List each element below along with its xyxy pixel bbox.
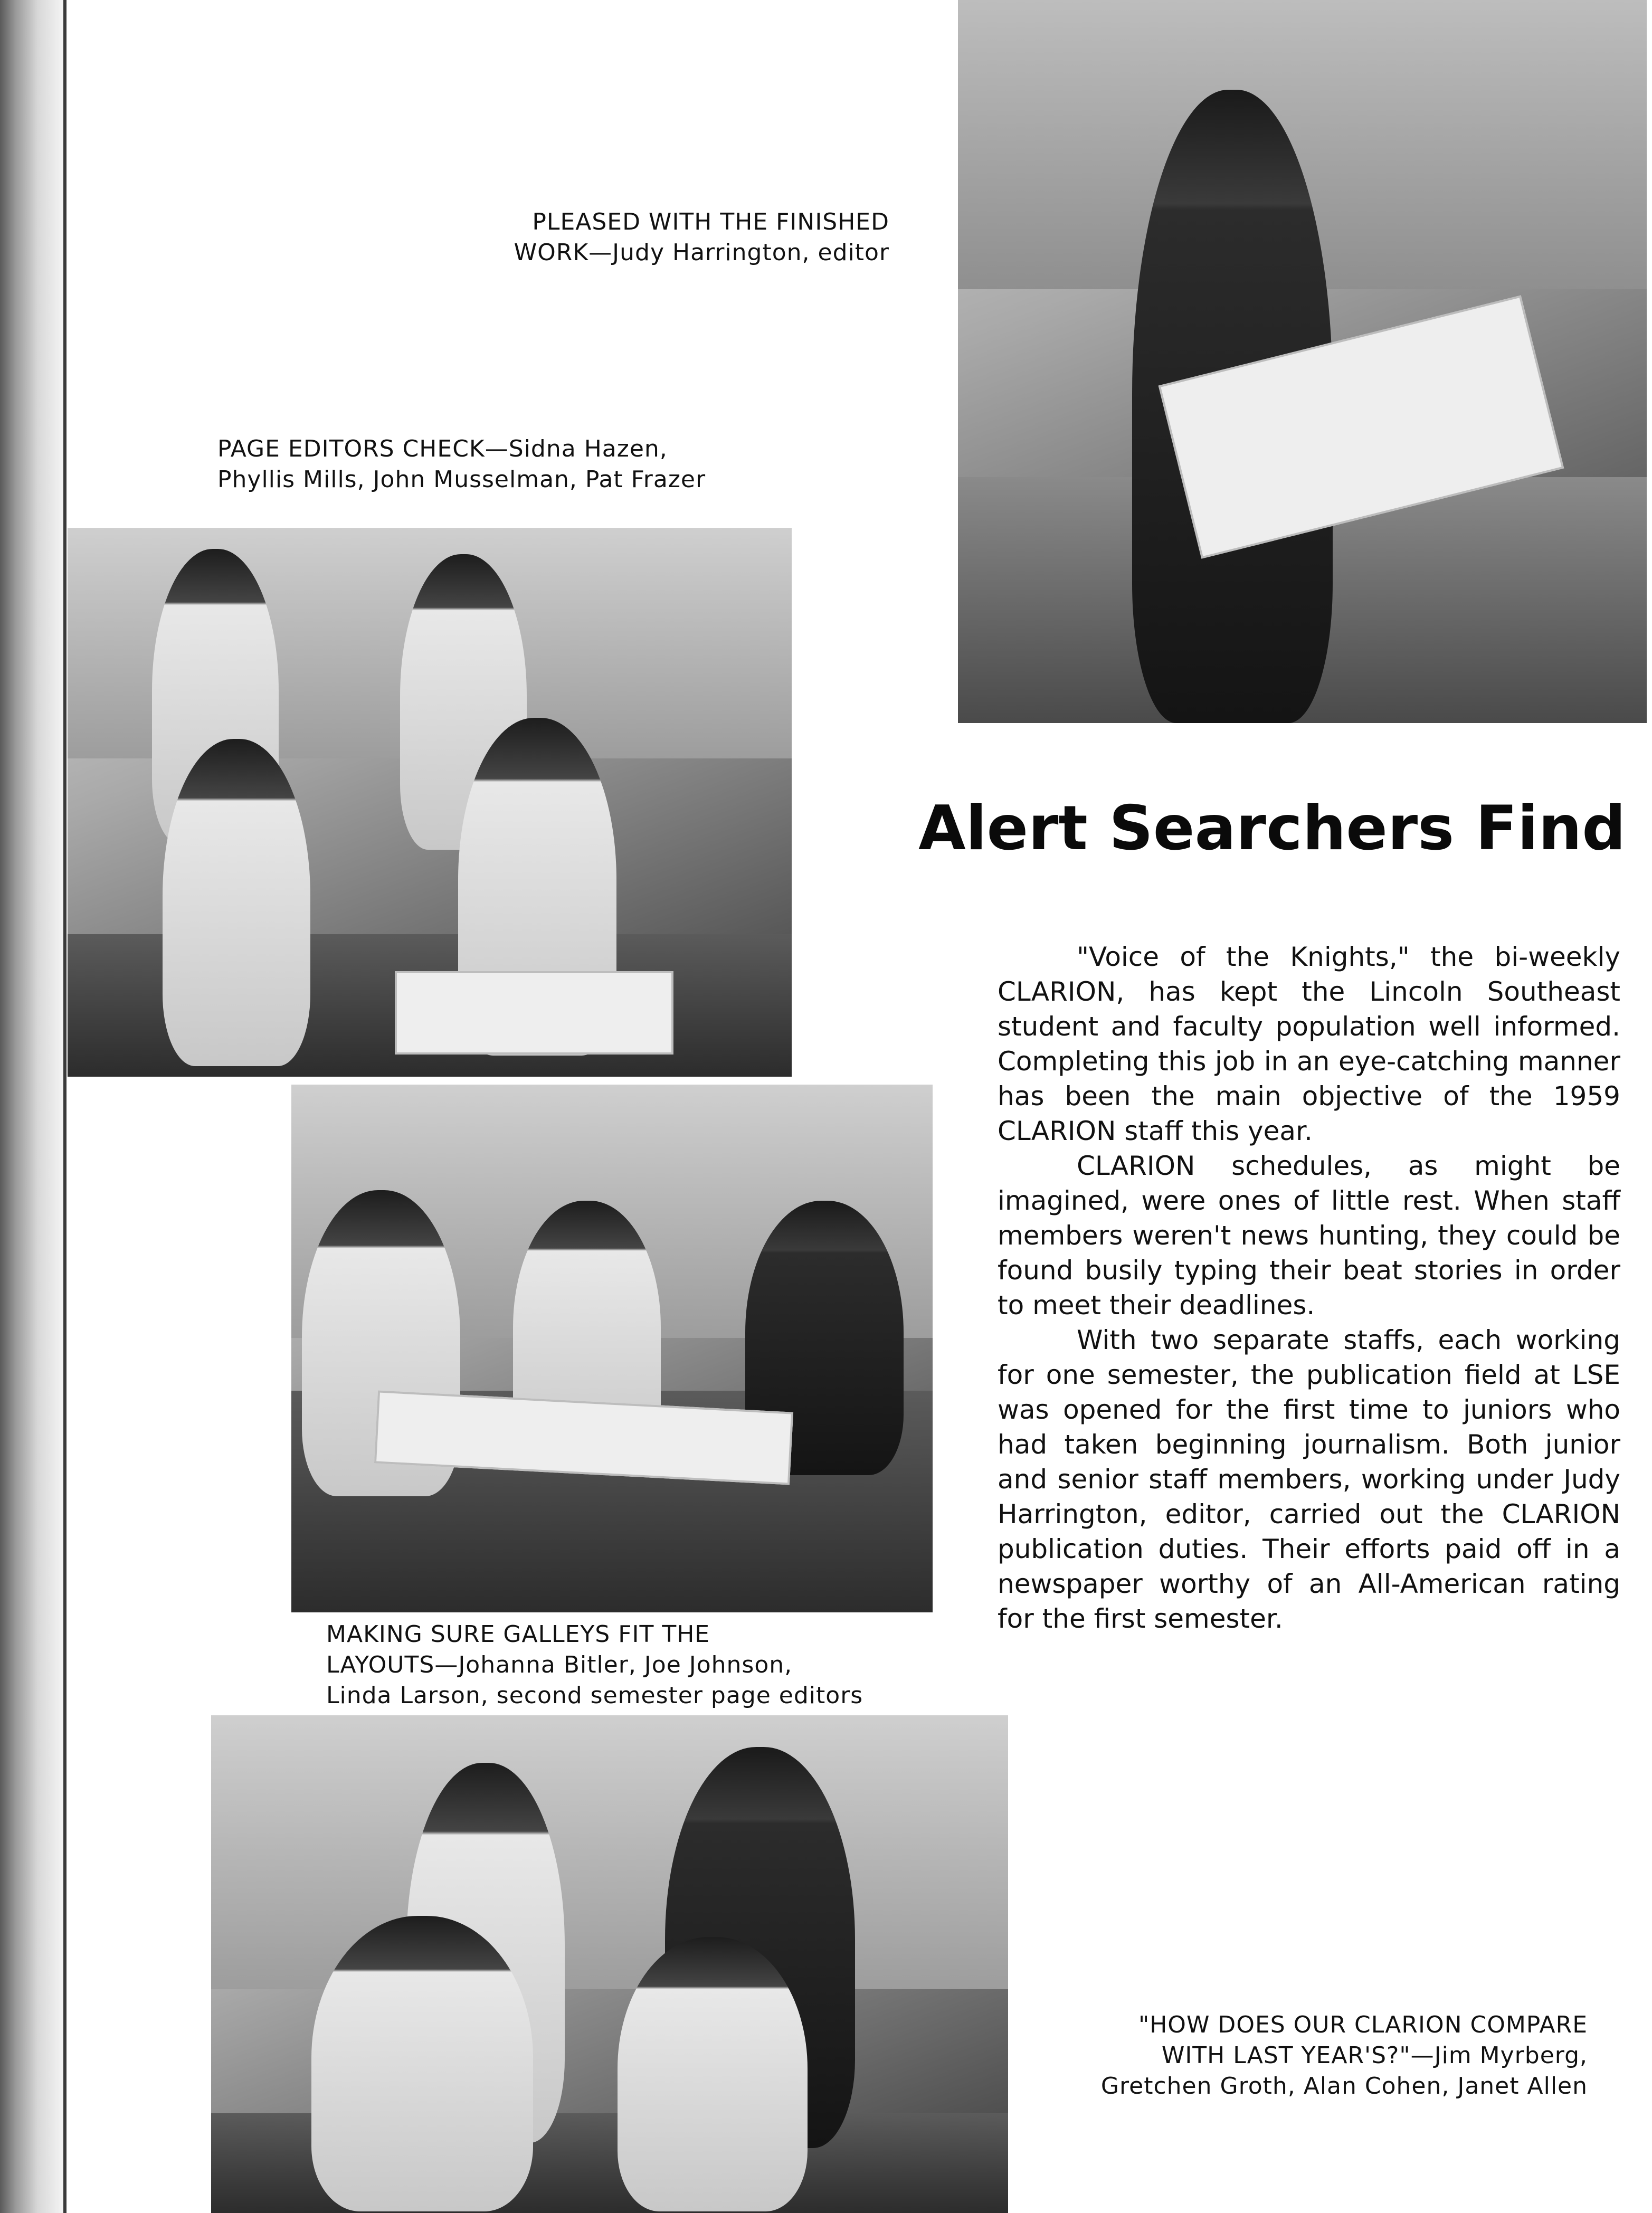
photo-person [618, 1937, 808, 2211]
photo-paper [395, 971, 673, 1055]
article-paragraph: With two separate staffs, each working for one semester, the publication field at LSE was opened for the first time to juniors who had taken beginning journalism. Both junior and senior staff members, working under Judy Harrington, editor, carried out the CLARION publication duties. Their efforts paid off in a newspaper worthy of an All-American rating for the first semester. [998, 1325, 1620, 1634]
photo-compare [211, 1715, 1008, 2213]
photo-galleys [291, 1085, 933, 1612]
caption-editor: PLEASED WITH THE FINISHED WORK—Judy Harrington, editor [514, 208, 889, 266]
article-headline: Alert Searchers Find [918, 793, 1626, 864]
photo-person [163, 739, 310, 1066]
photo-wall [211, 1715, 1008, 1989]
binding-line [63, 0, 67, 2213]
photo-page-editors [68, 528, 792, 1077]
article-paragraph: CLARION schedules, as might be imagined, were ones of little rest. When staff members weren't news hunting, they could be found busily typing their beat stories in order to meet their deadlines. [998, 1151, 1620, 1321]
book-binding-edge [0, 0, 63, 2213]
photo-person [311, 1916, 533, 2211]
caption-galleys: MAKING SURE GALLEYS FIT THE LAYOUTS—Johanna Bitler, Joe Johnson, Linda Larson, second semester page editors [326, 1621, 863, 1709]
photo-editor [958, 0, 1647, 723]
article-body [998, 939, 1620, 1636]
caption-compare: "HOW DOES OUR CLARION COMPARE WITH LAST YEAR'S?"—Jim Myrberg, Gretchen Groth, Alan Cohen, Janet Allen [1100, 2011, 1588, 2100]
article-paragraph: "Voice of the Knights," the bi-weekly CLARION, has kept the Lincoln Southeast student and faculty population well informed. Completing this job in an eye-catching manner has been the main objective of the 1959 CLARION staff this year. [998, 942, 1620, 1146]
caption-page-editors: PAGE EDITORS CHECK—Sidna Hazen, Phyllis Mills, John Musselman, Pat Frazer [217, 435, 706, 493]
